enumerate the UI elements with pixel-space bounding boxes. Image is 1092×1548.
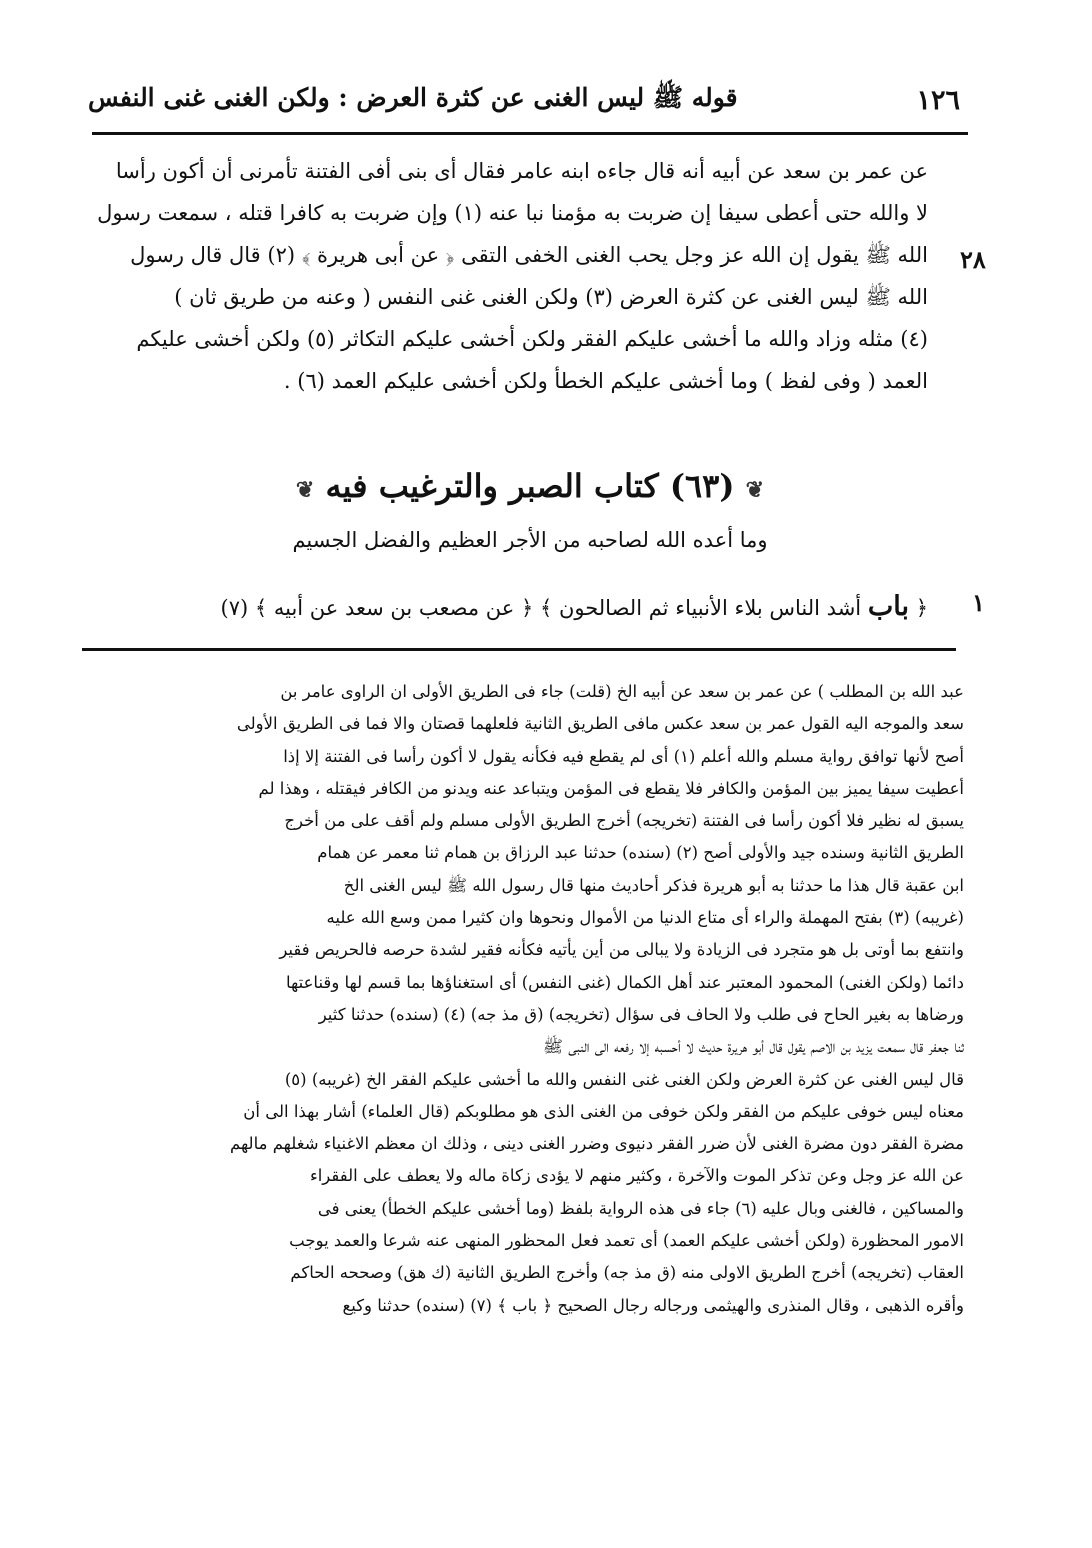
bab-open-bracket: ﴿ bbox=[915, 596, 928, 620]
footnote-line: وأقره الذهبى ، وقال المنذرى والهيثمى ورجاله رجال الصحيح ﴿ باب ﴾ (٧) (سنده) حدثنا وكيع bbox=[342, 1295, 964, 1315]
main-text-line: عن عمر بن سعد عن أبيه أنه قال جاءه ابنه عامر فقال أى بنى أفى الفتنة تأمرنى أن أكون رأسا bbox=[115, 159, 928, 183]
footnote-line: عبد الله بن المطلب ) عن عمر بن سعد عن أبيه الخ (قلت) جاء فى الطريق الأولى ان الراوى عامر بن bbox=[280, 682, 964, 701]
main-text-line: الله ﷺ ليس الغنى عن كثرة العرض (٣) ولكن الغنى غنى النفس ( وعنه من طريق ثان ) bbox=[174, 285, 928, 309]
hadith-number: ٢٨ bbox=[960, 245, 986, 274]
book-heading bbox=[200, 455, 860, 517]
main-text-line: الله ﷺ يقول إن الله عز وجل يحب الغنى الخفى التقى ﴿ عن أبى هريرة ﴾ (٢) قال قال رسول bbox=[130, 243, 928, 267]
footnote-line: سعد والموجه اليه القول عمر بن سعد عكس مافى الطريق الثانية فلعلهما قصتان والا فما فى الطريق الأولى bbox=[236, 714, 964, 734]
footnote-line: ورضاها به بغير الحاح فى طلب ولا الحاف فى سؤال (تخريجه) (ق مذ جه) (٤) (سنده) حدثنا كثير bbox=[318, 1004, 964, 1024]
footnote-line: الامور المحظورة (ولكن أخشى عليكم العمد) أى تعمد فعل المحظور المنهى عنه شرعا والعمد يوجب bbox=[289, 1231, 964, 1251]
bab-label: باب bbox=[867, 591, 909, 622]
footnote-line: العقاب (تخريجه) أخرج الطريق الاولى منه (ق مذ جه) وأخرج الطريق الثانية (ك هق) وصححه الحاكم bbox=[290, 1263, 964, 1283]
main-text-block bbox=[86, 150, 928, 402]
main-text-line: العمد ( وفى لفظ ) وما أخشى عليكم الخطأ ولكن أخشى عليكم العمد (٦) . bbox=[283, 369, 928, 393]
footnote-line: والمساكين ، فالغنى وبال عليه (٦) جاء فى هذه الرواية بلفظ (وما أخشى عليكم الخطأ) يعنى فى bbox=[317, 1198, 964, 1218]
footnote-line: مضرة الفقر دون مضرة الغنى لأن ضرر الفقر دنيوى وضرر الغنى دينى ، وذلك ان معظم الاغنياء شغلهم مالهم bbox=[229, 1134, 964, 1154]
book-title: (٦٣) كتاب الصبر والترغيب فيه bbox=[325, 467, 735, 505]
bab-text: أشد الناس بلاء الأنبياء ثم الصالحون ﴾ ﴿ عن مصعب بن سعد عن أبيه ﴾ (٧) bbox=[220, 596, 862, 620]
ornament-icon: ❦ bbox=[745, 477, 765, 503]
ornament-icon: ❦ bbox=[295, 477, 315, 503]
footnote-line: ابن عقبة قال هذا ما حدثنا به أبو هريرة فذكر أحاديث منها قال رسول الله ﷺ ليس الغنى الخ bbox=[343, 875, 964, 895]
running-title: قوله ﷺ ليس الغنى عن كثرة العرض : ولكن الغنى غنى النفس bbox=[88, 82, 738, 112]
header-rule bbox=[92, 132, 968, 135]
footnote-line: قال ليس الغنى عن كثرة العرض ولكن الغنى غنى النفس والله ما أخشى عليكم الفقر الخ (غريبه) (٥) bbox=[284, 1069, 964, 1089]
footnote-line: يسبق له نظير فلا أكون رأسا فى الفتنة (تخريجه) أخرج الطريق الأولى مسلم ولم أقف على من أخرج bbox=[284, 811, 964, 831]
footnote-line: ثنا جعفر قال سمعت يزيد بن الاصم يقول قال أبو هريرة حديث لا أحسبه إلا رفعه الى النبى ﷺ bbox=[543, 1037, 964, 1057]
page-number: ١٢٦ bbox=[916, 84, 960, 116]
footnote-line: وانتفع بما أوتى بل هو متجرد فى الزيادة ولا يبالى من أين يأتيه فكأنه فقير لشدة حرصه فالحريص فقير bbox=[279, 940, 964, 960]
footnote-line: أصح لأنها توافق رواية مسلم والله أعلم (١) أى لم يقطع فيه فكأنه يقول لا أكون رأسا فى الفتنة إلا إذا bbox=[283, 746, 964, 766]
footnote-line: عن الله عز وجل وعن تذكر الموت والآخرة ، وكثير منهم لا يؤدى زكاة ماله ولا يعطف على الفقراء bbox=[309, 1166, 964, 1186]
footnote-line: (غريبه) (٣) بفتح المهملة والراء أى متاع الدنيا من الأموال ونحوها وان كثيرا ممن وسع الله عليه bbox=[326, 908, 964, 928]
book-subtitle: وما أعده الله لصاحبه من الأجر العظيم والفضل الجسيم bbox=[292, 528, 768, 552]
footnote-line: الطريق الثانية وسنده جيد والأولى أصح (٢) (سنده) حدثنا عبد الرزاق بن همام ثنا معمر عن همام bbox=[317, 843, 964, 863]
footnote-line: معناه ليس خوفى عليكم من الفقر ولكن خوفى من الغنى الذى هو مطلوبكم (قال العلماء) أشار بهذا الى أن bbox=[243, 1101, 964, 1121]
main-text-line: لا والله حتى أعطى سيفا إن ضربت به مؤمنا نبا عنه (١) وإن ضربت به كافرا قتله ، سمعت رسول bbox=[97, 201, 928, 225]
page-header bbox=[88, 78, 960, 122]
footnotes-rule bbox=[82, 648, 956, 651]
footnotes-block bbox=[86, 676, 964, 1322]
footnote-line: دائما (ولكن الغنى) المحمود المعتبر عند أهل الكمال (غنى النفس) أى استغناؤها بما قسم لها وقناعتها bbox=[285, 972, 964, 992]
bab-number: ١ bbox=[972, 588, 985, 617]
footnote-line: أعطيت سيفا يميز بين المؤمن والكافر فلا يقطع فى المؤمن ويتباعد عنه ويدنو من الكافر فيقتله ، وهذا لم bbox=[258, 778, 964, 798]
main-text-line: (٤) مثله وزاد والله ما أخشى عليكم الفقر ولكن أخشى عليكم التكاثر (٥) ولكن أخشى عليكم bbox=[136, 327, 928, 351]
bab-heading bbox=[86, 585, 928, 629]
